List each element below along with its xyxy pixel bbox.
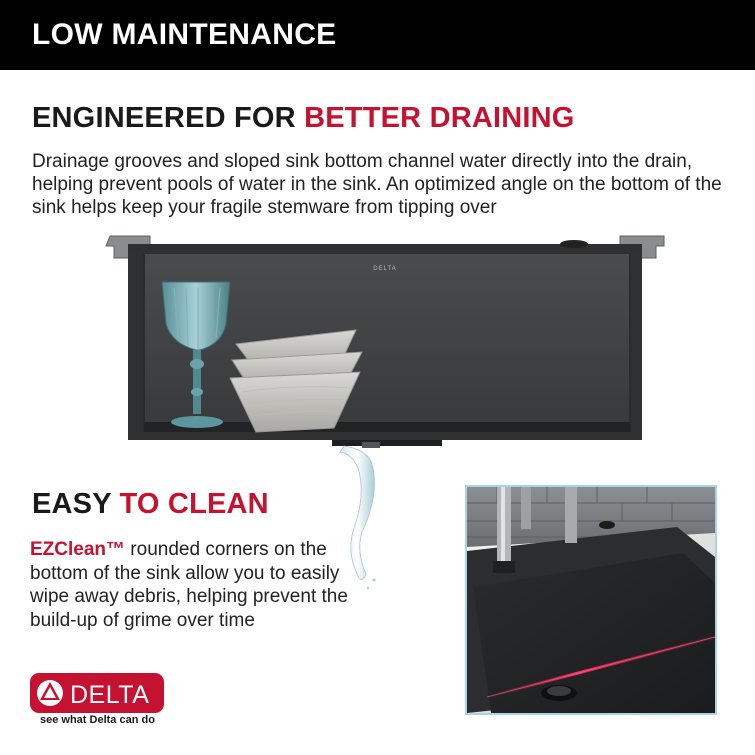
delta-logo-text: DELTA — [70, 681, 150, 709]
cleaning-paragraph — [30, 538, 350, 632]
cleaning-paragraph-text: rounded corners on the bottom of the sink allow you to easily wipe away debris, helping prevent the build-up of grime over time — [30, 539, 348, 631]
installed-sink-photo — [467, 487, 715, 713]
top-banner — [0, 0, 755, 70]
ezclean-emphasis: EZClean™ — [30, 539, 126, 560]
draining-heading — [32, 102, 575, 135]
delta-logo — [30, 673, 164, 713]
sink-brand-text: DELTA — [373, 266, 397, 272]
brand-tagline: see what Delta can do — [40, 714, 155, 726]
sink-photo-frame — [465, 485, 717, 715]
sink-interior — [144, 254, 630, 432]
drain-outlet — [332, 440, 442, 446]
banner-title: LOW MAINTENANCE — [32, 18, 337, 51]
draining-heading-dark: ENGINEERED FOR — [32, 102, 296, 134]
cleaning-heading — [32, 488, 269, 521]
draining-paragraph: Drainage grooves and sloped sink bottom channel water directly into the drain, helping prevent pools of water in the sink. An optimized angle on the bottom of the sink helps keep your fragile stemware from tipping over — [32, 151, 722, 218]
cleaning-heading-red: TO CLEAN — [119, 488, 269, 520]
draining-heading-red: BETTER DRAINING — [304, 102, 575, 134]
cleaning-heading-dark: EASY — [32, 488, 112, 520]
